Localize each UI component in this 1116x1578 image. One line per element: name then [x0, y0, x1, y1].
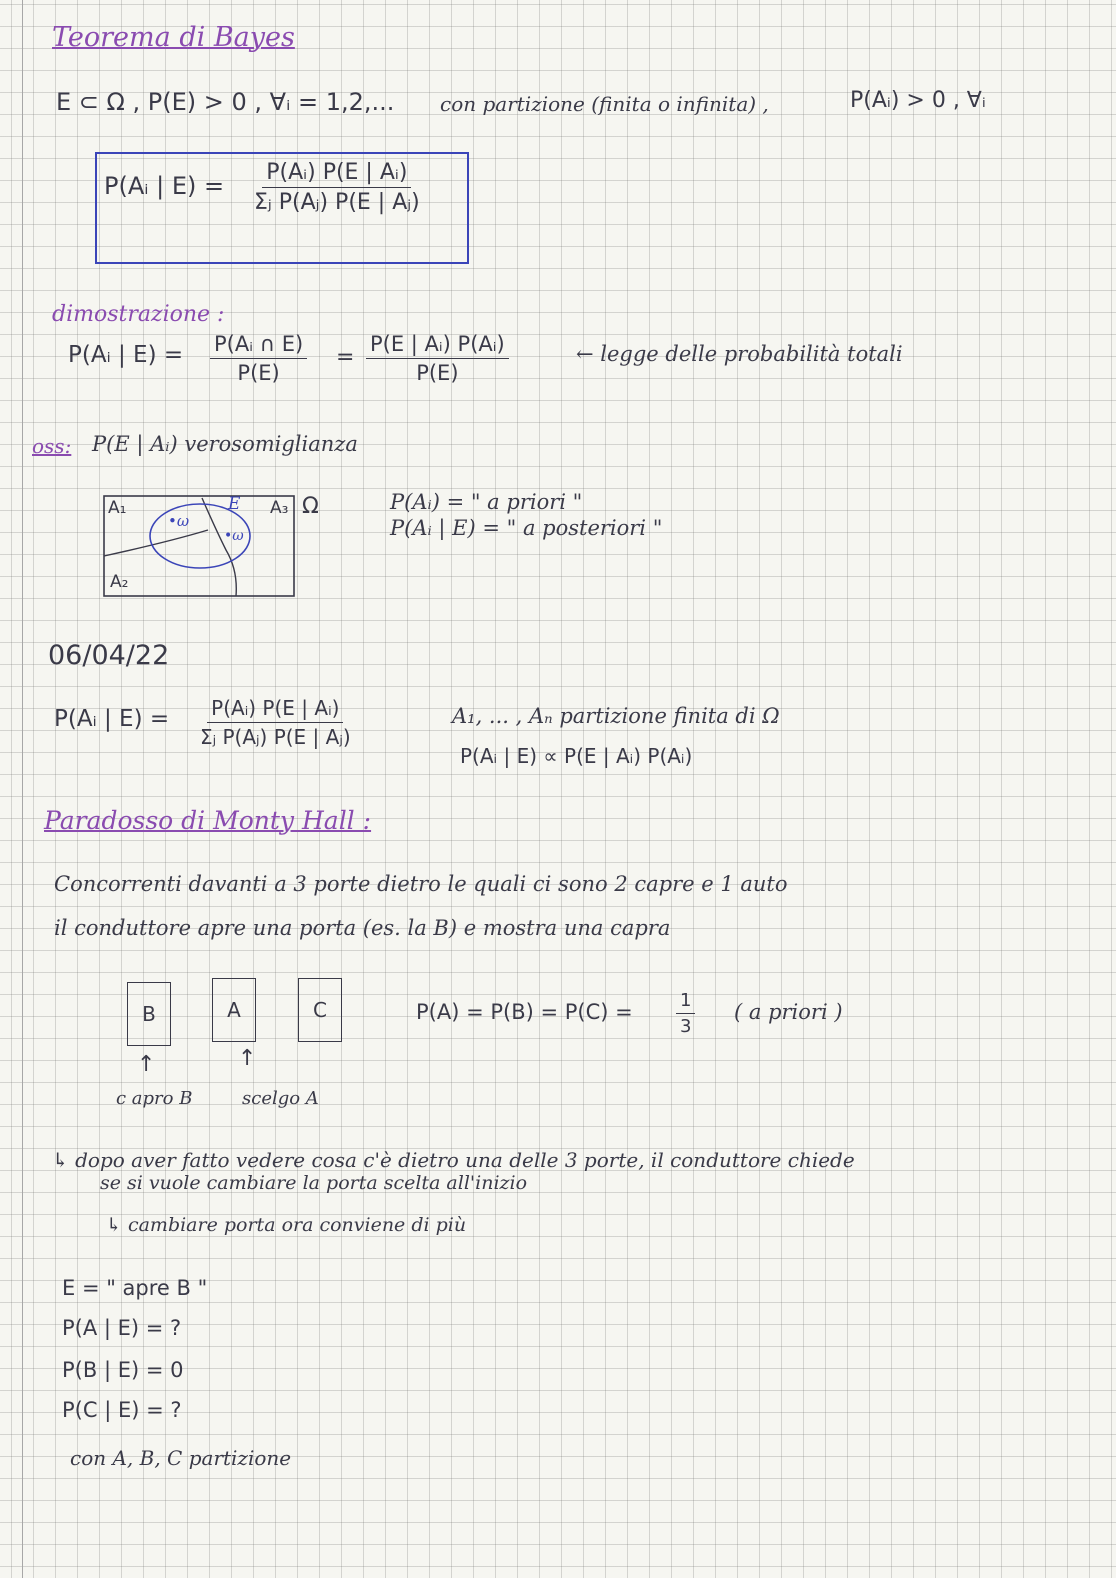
prior-definition: P(Aᵢ) = " a priori "	[390, 490, 583, 514]
proof-lhs: P(Aᵢ | E) =	[68, 342, 184, 368]
lecture-date: 06/04/22	[48, 640, 170, 671]
outcome-omega-1: •ω	[168, 512, 190, 530]
omega-label: Ω	[302, 494, 319, 519]
oss-label: oss:	[32, 434, 72, 458]
theorem-fraction	[250, 160, 424, 215]
abc-partition-note: con A, B, C partizione	[70, 1446, 292, 1470]
monty-priors: P(A) = P(B) = P(C) =	[416, 1000, 633, 1024]
host-question: ↳ dopo aver fatto vedere cosa c'è dietro una delle 3 porte, il conduttore chiede	[52, 1148, 855, 1172]
formula2-denominator: Σⱼ P(Aⱼ) P(E | Aⱼ)	[200, 725, 351, 749]
posterior-proportional: P(Aᵢ | E) ∝ P(E | Aᵢ) P(Aᵢ)	[460, 744, 693, 768]
proof-note: ← legge delle probabilità totali	[576, 342, 903, 366]
posterior-definition: P(Aᵢ | E) = " a posteriori "	[390, 516, 663, 540]
door-b: B	[127, 982, 171, 1046]
proof-fraction-2	[366, 332, 509, 385]
label-open-b: c apro B	[116, 1088, 193, 1109]
page-margin-line	[22, 0, 23, 1578]
door-c: C	[298, 978, 342, 1042]
proof-equals: =	[336, 345, 355, 370]
door-a: A	[212, 978, 256, 1042]
region-a2: A₂	[110, 572, 129, 592]
outcome-omega-2: •ω	[224, 528, 244, 544]
arrow-open-b: ↑	[137, 1052, 156, 1077]
proof-numerator-2: P(E | Aᵢ) P(Aᵢ)	[366, 332, 509, 359]
theorem-lhs: P(Aᵢ | E) =	[104, 172, 225, 200]
hypothesis-positive: P(Aᵢ) > 0 , ∀ᵢ	[850, 88, 986, 113]
proof-denominator-1: P(E)	[237, 361, 280, 385]
prob-a-given-e: P(A | E) = ?	[62, 1316, 182, 1340]
label-choose-a: scelgo A	[242, 1088, 319, 1109]
proof-label: dimostrazione :	[52, 302, 225, 327]
region-a1: A₁	[108, 498, 127, 518]
monty-hall-host-action: il conduttore apre una porta (es. la B) e mostra una capra	[54, 916, 671, 940]
monty-hall-title: Paradosso di Monty Hall :	[44, 806, 372, 835]
page-title: Teorema di Bayes	[52, 22, 295, 53]
formula2-numerator: P(Aᵢ) P(E | Aᵢ)	[207, 696, 343, 723]
event-e-definition: E = " apre B "	[62, 1276, 208, 1300]
sample-space-rect	[104, 496, 294, 596]
hypothesis-condition: E ⊂ Ω , P(E) > 0 , ∀ᵢ = 1,2,...	[56, 88, 395, 116]
monty-priors-note: ( a priori )	[734, 1000, 843, 1024]
region-a3: A₃	[270, 498, 289, 518]
proof-numerator-1: P(Aᵢ ∩ E)	[210, 332, 307, 359]
oss-text: P(E | Aᵢ) verosomiglianza	[92, 432, 358, 456]
one-third-fraction	[676, 990, 695, 1037]
event-e-label: E	[228, 494, 241, 514]
switch-advice: ↳ cambiare porta ora conviene di più	[106, 1214, 467, 1236]
partition-finite: A₁, ... , Aₙ partizione finita di Ω	[452, 704, 780, 728]
proof-denominator-2: P(E)	[416, 361, 459, 385]
formula2-fraction	[196, 696, 355, 749]
arrow-choose-a: ↑	[238, 1046, 257, 1071]
one-third-denominator: 3	[680, 1016, 692, 1037]
prob-c-given-e: P(C | E) = ?	[62, 1398, 182, 1422]
proof-fraction-1	[210, 332, 307, 385]
prob-b-given-e: P(B | E) = 0	[62, 1358, 184, 1382]
host-question-cont: se si vuole cambiare la porta scelta all'inizio	[100, 1172, 528, 1194]
one-third-numerator: 1	[676, 990, 695, 1014]
formula2-lhs: P(Aᵢ | E) =	[54, 706, 170, 732]
monty-hall-setup: Concorrenti davanti a 3 porte dietro le quali ci sono 2 capre e 1 auto	[54, 872, 788, 896]
hypothesis-partition: con partizione (finita o infinita) ,	[440, 92, 769, 116]
theorem-numerator: P(Aᵢ) P(E | Aᵢ)	[262, 160, 411, 188]
theorem-denominator: Σⱼ P(Aⱼ) P(E | Aⱼ)	[254, 190, 420, 215]
